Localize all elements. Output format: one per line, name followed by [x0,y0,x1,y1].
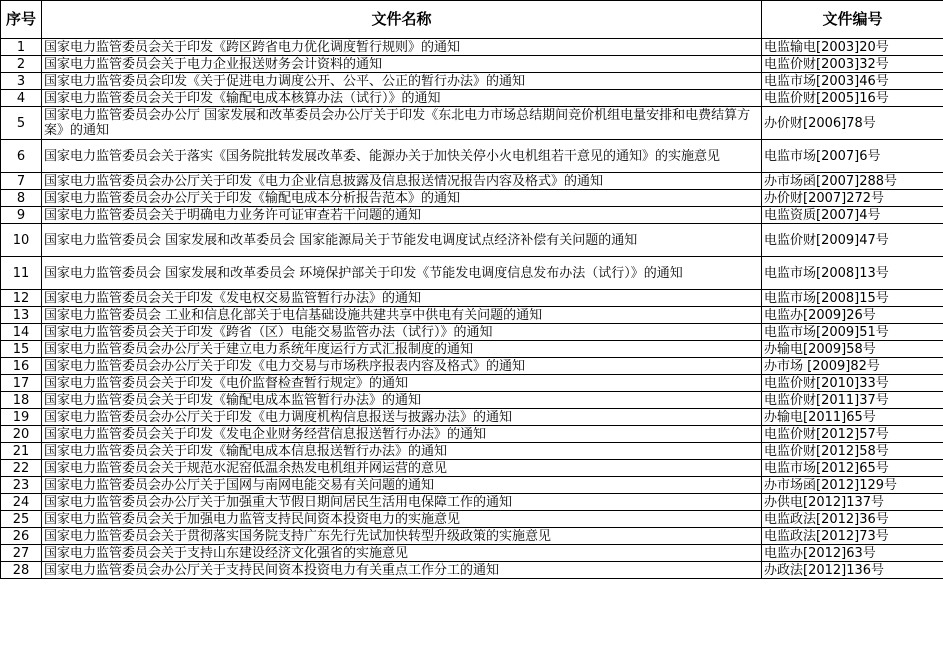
table-row [1,494,943,511]
table-row [1,257,943,290]
row-document-code: 电监价财[2003]32号 [762,56,943,73]
row-document-name: 国家电力监管委员会关于印发《发电企业财务经营信息报送暂行办法》的通知 [42,426,762,443]
table-row [1,290,943,307]
row-serial-number: 14 [1,324,42,341]
table-row [1,56,943,73]
row-document-code: 电监办[2012]63号 [762,545,943,562]
row-serial-number: 24 [1,494,42,511]
table-row [1,39,943,56]
table-row [1,73,943,90]
row-document-code: 办市场函[2007]288号 [762,173,943,190]
row-document-name: 国家电力监管委员会关于印发《跨省（区）电能交易监管办法（试行）》的通知 [42,324,762,341]
table-row [1,409,943,426]
row-document-code: 电监输电[2003]20号 [762,39,943,56]
row-document-name: 国家电力监管委员会 国家发展和改革委员会 国家能源局关于节能发电调度试点经济补偿有关问题的通知 [42,224,762,257]
row-serial-number: 22 [1,460,42,477]
row-document-name: 国家电力监管委员会办公厅关于印发《输配电成本分析报告范本》的通知 [42,190,762,207]
row-document-code: 电监办[2009]26号 [762,307,943,324]
row-document-code: 电监价财[2012]57号 [762,426,943,443]
table-row [1,307,943,324]
row-serial-number: 16 [1,358,42,375]
row-serial-number: 23 [1,477,42,494]
row-document-name: 国家电力监管委员会 国家发展和改革委员会 环境保护部关于印发《节能发电调度信息发布办法（试行）》的通知 [42,257,762,290]
row-serial-number: 20 [1,426,42,443]
row-serial-number: 12 [1,290,42,307]
table-row [1,224,943,257]
table-row [1,443,943,460]
table-row [1,562,943,579]
row-document-code: 电监市场[2007]6号 [762,140,943,173]
row-document-code: 办输电[2011]65号 [762,409,943,426]
table-row [1,173,943,190]
table-row [1,140,943,173]
row-document-code: 电监价财[2005]16号 [762,90,943,107]
row-document-name: 国家电力监管委员会关于印发《输配电成本核算办法（试行）》的通知 [42,90,762,107]
row-document-code: 电监市场[2008]15号 [762,290,943,307]
row-document-name: 国家电力监管委员会印发《关于促进电力调度公开、公平、公正的暂行办法》的通知 [42,73,762,90]
row-document-name: 国家电力监管委员会办公厅关于支持民间资本投资电力有关重点工作分工的通知 [42,562,762,579]
table-row [1,358,943,375]
row-serial-number: 2 [1,56,42,73]
row-serial-number: 18 [1,392,42,409]
table-row [1,460,943,477]
row-document-code: 办输电[2009]58号 [762,341,943,358]
row-document-code: 电监资质[2007]4号 [762,207,943,224]
row-serial-number: 25 [1,511,42,528]
row-document-code: 电监政法[2012]73号 [762,528,943,545]
row-serial-number: 17 [1,375,42,392]
table-row [1,477,943,494]
table-header [1,1,943,39]
row-serial-number: 10 [1,224,42,257]
table-row [1,341,943,358]
row-serial-number: 6 [1,140,42,173]
row-document-code: 办市场函[2012]129号 [762,477,943,494]
row-serial-number: 5 [1,107,42,140]
row-document-name: 国家电力监管委员会办公厅关于加强重大节假日期间居民生活用电保障工作的通知 [42,494,762,511]
header-serial-number: 序号 [1,1,42,39]
row-document-name: 国家电力监管委员会关于明确电力业务许可证审查若干问题的通知 [42,207,762,224]
row-document-name: 国家电力监管委员会办公厅 国家发展和改革委员会办公厅关于印发《东北电力市场总结期间竞价机组电量安排和电费结算方案》的通知 [42,107,762,140]
table-row [1,90,943,107]
row-document-name: 国家电力监管委员会关于印发《电价监督检查暂行规定》的通知 [42,375,762,392]
row-serial-number: 13 [1,307,42,324]
row-serial-number: 9 [1,207,42,224]
row-serial-number: 21 [1,443,42,460]
table-row [1,545,943,562]
row-document-name: 国家电力监管委员会关于支持山东建设经济文化强省的实施意见 [42,545,762,562]
header-document-name: 文件名称 [42,1,762,39]
row-serial-number: 8 [1,190,42,207]
row-document-name: 国家电力监管委员会关于贯彻落实国务院支持广东先行先试加快转型升级政策的实施意见 [42,528,762,545]
row-document-code: 电监价财[2012]58号 [762,443,943,460]
row-serial-number: 4 [1,90,42,107]
row-document-code: 办市场 [2009]82号 [762,358,943,375]
row-document-name: 国家电力监管委员会关于印发《跨区跨省电力优化调度暂行规则》的通知 [42,39,762,56]
row-document-name: 国家电力监管委员会关于加强电力监管支持民间资本投资电力的实施意见 [42,511,762,528]
row-document-code: 办价财[2007]272号 [762,190,943,207]
row-serial-number: 7 [1,173,42,190]
table-row [1,528,943,545]
row-document-name: 国家电力监管委员会办公厅关于印发《电力企业信息披露及信息报送情况报告内容及格式》的通知 [42,173,762,190]
row-document-name: 国家电力监管委员会办公厅关于建立电力系统年度运行方式汇报制度的通知 [42,341,762,358]
row-document-name: 国家电力监管委员会办公厅关于国网与南网电能交易有关问题的通知 [42,477,762,494]
table-row [1,324,943,341]
row-document-code: 电监价财[2010]33号 [762,375,943,392]
row-document-name: 国家电力监管委员会关于电力企业报送财务会计资料的通知 [42,56,762,73]
row-document-code: 电监市场[2003]46号 [762,73,943,90]
table-row [1,375,943,392]
row-document-name: 国家电力监管委员会关于规范水泥窑低温余热发电机组并网运营的意见 [42,460,762,477]
row-document-code: 电监价财[2011]37号 [762,392,943,409]
row-serial-number: 15 [1,341,42,358]
row-document-code: 办供电[2012]137号 [762,494,943,511]
row-serial-number: 3 [1,73,42,90]
row-document-code: 电监价财[2009]47号 [762,224,943,257]
row-document-name: 国家电力监管委员会办公厅关于印发《电力调度机构信息报送与披露办法》的通知 [42,409,762,426]
row-document-name: 国家电力监管委员会关于印发《输配电成本信息报送暂行办法》的通知 [42,443,762,460]
row-document-code: 电监政法[2012]36号 [762,511,943,528]
row-document-code: 电监市场[2012]65号 [762,460,943,477]
row-document-name: 国家电力监管委员会关于落实《国务院批转发展改革委、能源办关于加快关停小火电机组若干意见的通知》的实施意见 [42,140,762,173]
table-row [1,190,943,207]
table-row [1,107,943,140]
row-document-code: 办价财[2006]78号 [762,107,943,140]
row-document-name: 国家电力监管委员会办公厅关于印发《电力交易与市场秩序报表内容及格式》的通知 [42,358,762,375]
row-document-name: 国家电力监管委员会关于印发《发电权交易监管暂行办法》的通知 [42,290,762,307]
table-row [1,392,943,409]
row-serial-number: 28 [1,562,42,579]
row-serial-number: 19 [1,409,42,426]
table-row [1,207,943,224]
row-document-name: 国家电力监管委员会关于印发《输配电成本监管暂行办法》的通知 [42,392,762,409]
header-document-code: 文件编号 [762,1,943,39]
header-row [1,1,943,39]
row-serial-number: 11 [1,257,42,290]
row-document-code: 电监市场[2008]13号 [762,257,943,290]
row-document-code: 办政法[2012]136号 [762,562,943,579]
table-body [1,39,943,579]
table-row [1,511,943,528]
row-serial-number: 1 [1,39,42,56]
row-document-name: 国家电力监管委员会 工业和信息化部关于电信基础设施共建共享中供电有关问题的通知 [42,307,762,324]
row-document-code: 电监市场[2009]51号 [762,324,943,341]
table-row [1,426,943,443]
row-serial-number: 27 [1,545,42,562]
row-serial-number: 26 [1,528,42,545]
